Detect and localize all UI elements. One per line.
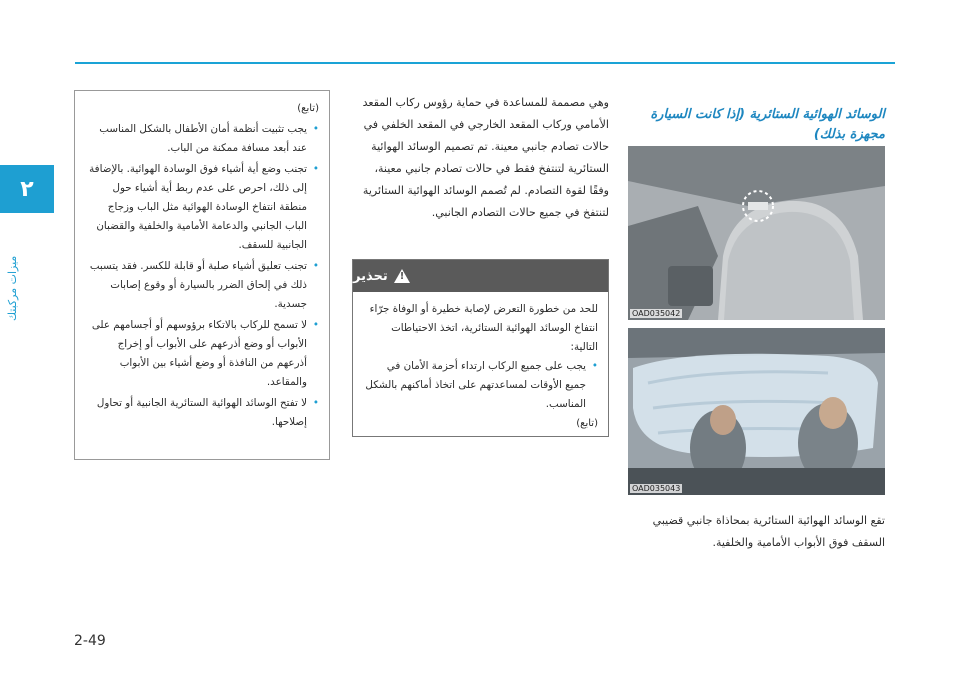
curtain-airbag-label-photo (628, 146, 885, 320)
list-item: • يجب تثبيت أنظمة أمان الأطفال بالشكل المناسب عند أبعد مسافة ممكنة من الباب. (85, 120, 307, 158)
page-number: 2-49 (74, 633, 106, 649)
pillar-illustration (628, 146, 885, 320)
right-body (628, 510, 885, 554)
warning-triangle-icon (394, 269, 410, 283)
middle-paragraph: وهي مصممة للمساعدة في حماية رؤوس ركاب المقعد الأمامي وركاب المقعد الخارجي في المقعد الخلفي في حالات تصادم جانبي معينة. تم تصميم الوسائد الهوائية الستائرية لتنتفخ فقط في حالات تصادم جانبي معينة، وفقًا لقوة التصادم. لم تُصمم الوسائد الهوائية الستائرية لتنتفخ في جميع حالات التصادم الجانبي. (362, 96, 609, 219)
caution-list (85, 120, 319, 432)
warning-intro: للحد من خطورة التعرض لإصابة خطيرة أو الوفاة جرّاء انتفاخ الوسائد الهوائية الستائرية، اتخذ الاحتياطات التالية: (369, 303, 598, 353)
deployed-airbag-illustration (628, 328, 885, 495)
warning-list (363, 357, 598, 414)
caution-box (74, 90, 330, 460)
header-rule (75, 62, 895, 64)
section-side-label: ميزات مركبتك (6, 255, 19, 321)
middle-column (352, 92, 609, 224)
warning-box (352, 259, 609, 437)
list-item: • لا تفتح الوسائد الهوائية الستائرية الجانبية أو تحاول إصلاحها. (85, 394, 307, 432)
warning-body (353, 292, 608, 429)
caution-continued-label: (تابع) (297, 103, 319, 114)
warning-header (353, 260, 608, 292)
list-item: • يجب على جميع الركاب ارتداء أحزمة الأمان في جميع الأوقات لمساعدتهم على اتخاذ أماكنهم بالشكل المناسب. (363, 357, 586, 414)
warning-continued-label: (تابع) (576, 418, 598, 429)
list-item: • تجنب وضع أية أشياء فوق الوسادة الهوائية. بالإضافة إلى ذلك، احرص على عدم ربط أية أشياء حول منطقة انتفاخ الوسادة الهوائية مثل الباب وزجاج الباب الجانبي والدعامة الأمامية والخلفية والقضبان الجانبية للسقف. (85, 160, 307, 255)
photo-caption: OAD035043 (632, 484, 681, 493)
photo-caption: OAD035042 (632, 309, 681, 318)
section-number: ٢ (20, 176, 34, 202)
section-tab (0, 165, 54, 213)
curtain-airbag-deployed-photo (628, 328, 885, 495)
list-item: • لا تسمح للركاب بالاتكاء برؤوسهم أو أجسامهم على الأبواب أو وضع أذرعهم على الأبواب أو إخراج أذرعهم من النافذة أو وضع أشياء بين الأبواب والمقاعد. (85, 316, 307, 392)
section-title: الوسائد الهوائية الستائرية (إذا كانت السيارة مجهزة بذلك) (650, 107, 885, 142)
list-item: • تجنب تعليق أشياء صلبة أو قابلة للكسر. فقد يتسبب ذلك في إلحاق الضرر بالسيارة أو وقوع إصابات جسدية. (85, 257, 307, 314)
right-paragraph: تقع الوسائد الهوائية الستائرية بمحاذاة جانبي قضيبي السقف فوق الأبواب الأمامية والخلفية. (652, 514, 885, 549)
warning-title: تحذير (353, 268, 388, 284)
